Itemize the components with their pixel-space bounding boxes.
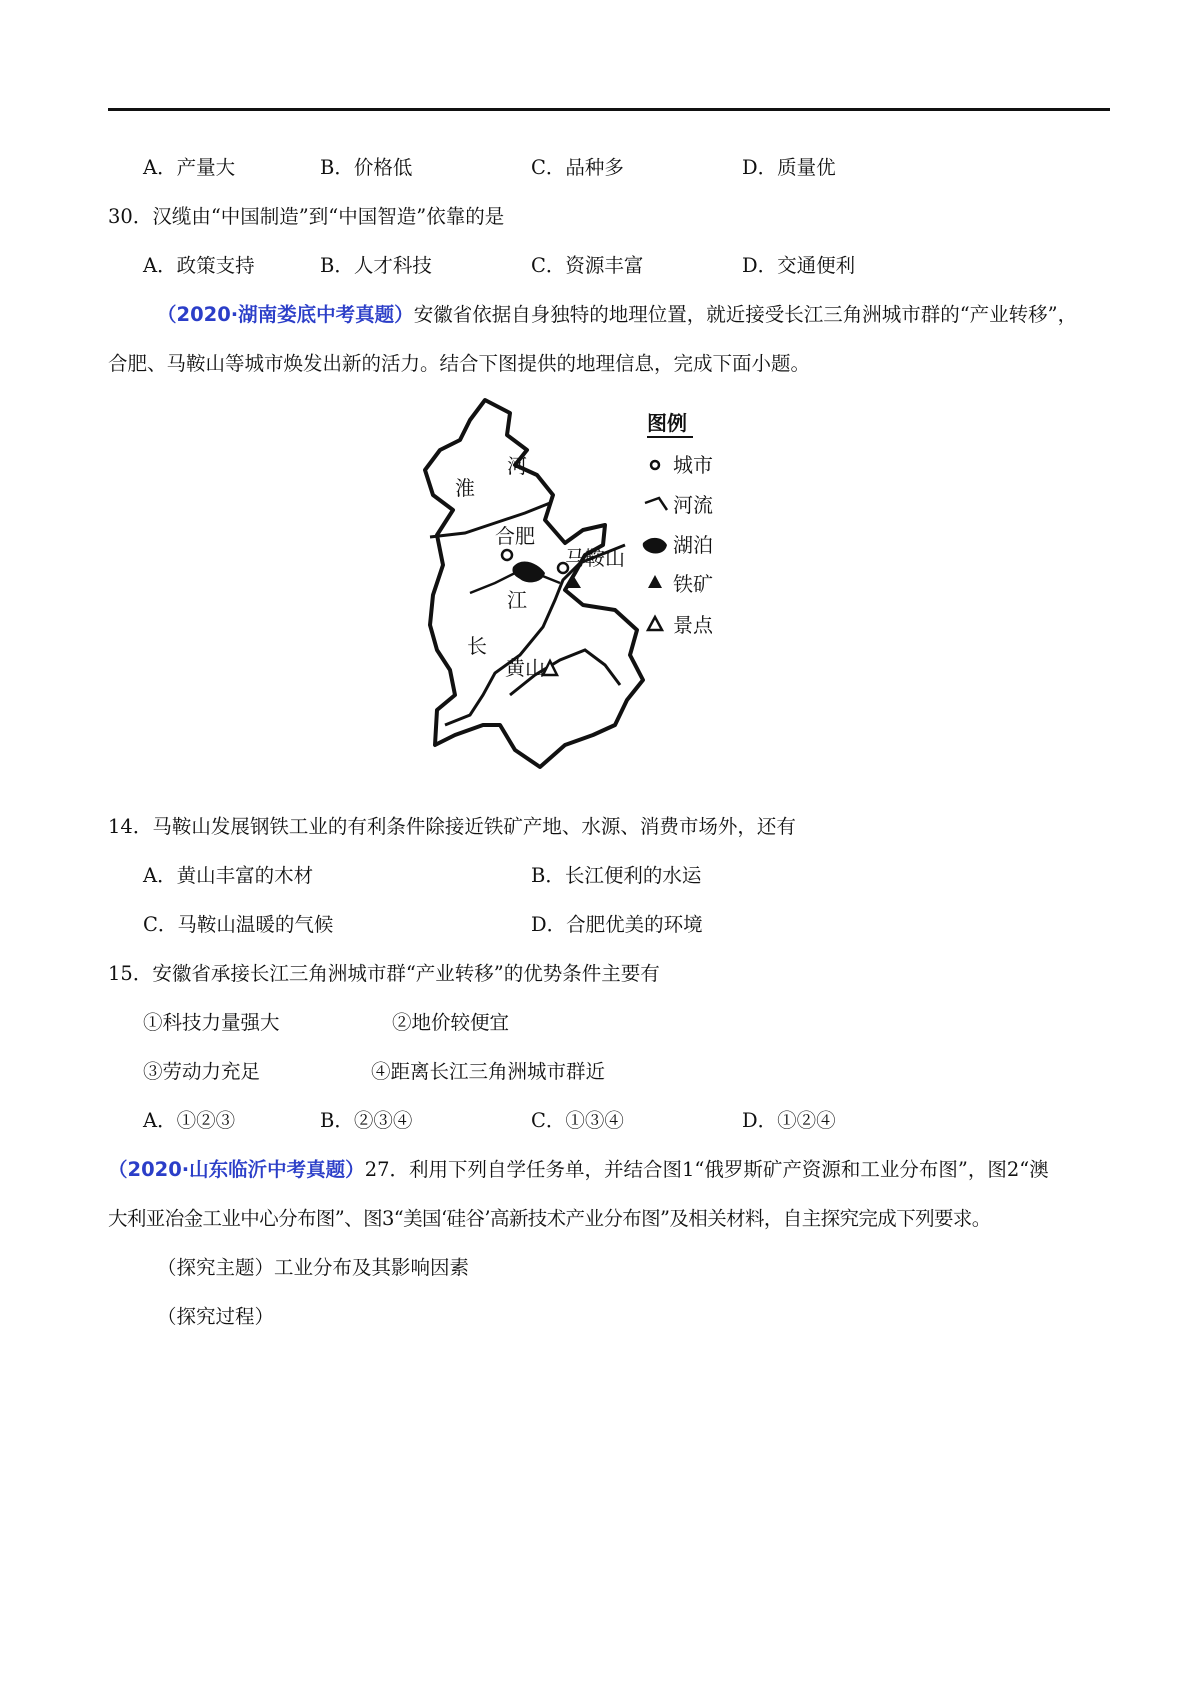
q14-option-d[interactable]: D．合肥优美的环境 bbox=[531, 913, 703, 936]
label-maanshan: 马鞍山 bbox=[565, 546, 625, 570]
legend-scenic-label: 景点 bbox=[673, 613, 713, 637]
intro1-source: （2020·湖南娄底中考真题） bbox=[157, 303, 414, 326]
q30-option-b[interactable]: B．人才科技 bbox=[320, 254, 432, 277]
label-he: 河 bbox=[507, 454, 527, 478]
anhui-map-figure bbox=[415, 395, 785, 785]
q15-stem: 15．安徽省承接长江三角洲城市群“产业转移”的优势条件主要有 bbox=[108, 962, 660, 985]
intro2-line1 bbox=[108, 1157, 1049, 1183]
q15-option-c[interactable]: C．①③④ bbox=[531, 1109, 624, 1132]
map-legend bbox=[643, 411, 714, 637]
intro2-text-line1: 27．利用下列自学任务单，并结合图1“俄罗斯矿产资源和工业分布图”，图2“澳 bbox=[364, 1158, 1049, 1181]
label-chang: 长 bbox=[467, 634, 487, 658]
legend-city-icon bbox=[651, 461, 659, 469]
legend-iron-label: 铁矿 bbox=[673, 572, 713, 596]
q30-option-c[interactable]: C．资源丰富 bbox=[531, 254, 644, 277]
q30-option-d[interactable]: D．交通便利 bbox=[742, 254, 856, 277]
q15-option-a[interactable]: A．①②③ bbox=[143, 1109, 236, 1132]
legend-title: 图例 bbox=[647, 411, 687, 435]
legend-river-icon bbox=[645, 498, 667, 510]
label-jiang: 江 bbox=[507, 588, 527, 612]
intro2-process: （探究过程） bbox=[157, 1305, 275, 1328]
q29-option-c[interactable]: C．品种多 bbox=[531, 156, 624, 179]
legend-lake-icon bbox=[643, 538, 667, 554]
q14-option-c[interactable]: C．马鞍山温暖的气候 bbox=[143, 913, 334, 936]
q29-option-b[interactable]: B．价格低 bbox=[320, 156, 413, 179]
intro2-text-line2: 大利亚冶金工业中心分布图”、图3“美国‘硅谷’高新技术产业分布图”及相关材料，自主探究完成下列要求。 bbox=[108, 1207, 991, 1230]
q29-option-a[interactable]: A．产量大 bbox=[143, 156, 236, 179]
intro2-source: （2020·山东临沂中考真题） bbox=[108, 1158, 365, 1181]
intro1-text-line2: 合肥、马鞍山等城市焕发出新的活力。结合下图提供的地理信息，完成下面小题。 bbox=[108, 352, 811, 375]
q15-item-1: ①科技力量强大 bbox=[143, 1011, 280, 1034]
label-hefei: 合肥 bbox=[495, 524, 535, 548]
q29-option-d[interactable]: D．质量优 bbox=[742, 156, 836, 179]
q30-option-a[interactable]: A．政策支持 bbox=[143, 254, 255, 277]
anhui-map bbox=[415, 395, 785, 785]
intro2-theme: （探究主题）工业分布及其影响因素 bbox=[157, 1256, 470, 1279]
q15-item-2: ②地价较便宜 bbox=[392, 1011, 510, 1034]
intro1-line1 bbox=[157, 302, 1077, 328]
legend-city-label: 城市 bbox=[673, 453, 713, 477]
legend-lake-label: 湖泊 bbox=[673, 533, 713, 557]
hefei-city-marker bbox=[502, 550, 512, 560]
intro1-text-line1: 安徽省依据自身独特的地理位置，就近接受长江三角洲城市群的“产业转移”， bbox=[413, 303, 1078, 326]
header-rule bbox=[108, 108, 1110, 111]
q30-stem: 30．汉缆由“中国制造”到“中国智造”依靠的是 bbox=[108, 205, 505, 228]
chaohu-lake bbox=[512, 561, 545, 582]
legend-scenic-icon bbox=[648, 617, 662, 630]
province-outline bbox=[425, 400, 643, 767]
q15-option-d[interactable]: D．①②④ bbox=[742, 1109, 836, 1132]
q15-option-b[interactable]: B．②③④ bbox=[320, 1109, 413, 1132]
q15-item-3: ③劳动力充足 bbox=[143, 1060, 261, 1083]
q14-option-a[interactable]: A．黄山丰富的木材 bbox=[143, 864, 314, 887]
q14-option-b[interactable]: B．长江便利的水运 bbox=[531, 864, 702, 887]
legend-iron-icon bbox=[648, 575, 662, 588]
q15-item-4: ④距离长江三角洲城市群近 bbox=[371, 1060, 606, 1083]
legend-river-label: 河流 bbox=[673, 493, 713, 517]
label-huangshan: 黄山 bbox=[505, 656, 545, 680]
label-huai: 淮 bbox=[455, 476, 475, 500]
q14-stem: 14．马鞍山发展钢铁工业的有利条件除接近铁矿产地、水源、消费市场外，还有 bbox=[108, 815, 796, 838]
